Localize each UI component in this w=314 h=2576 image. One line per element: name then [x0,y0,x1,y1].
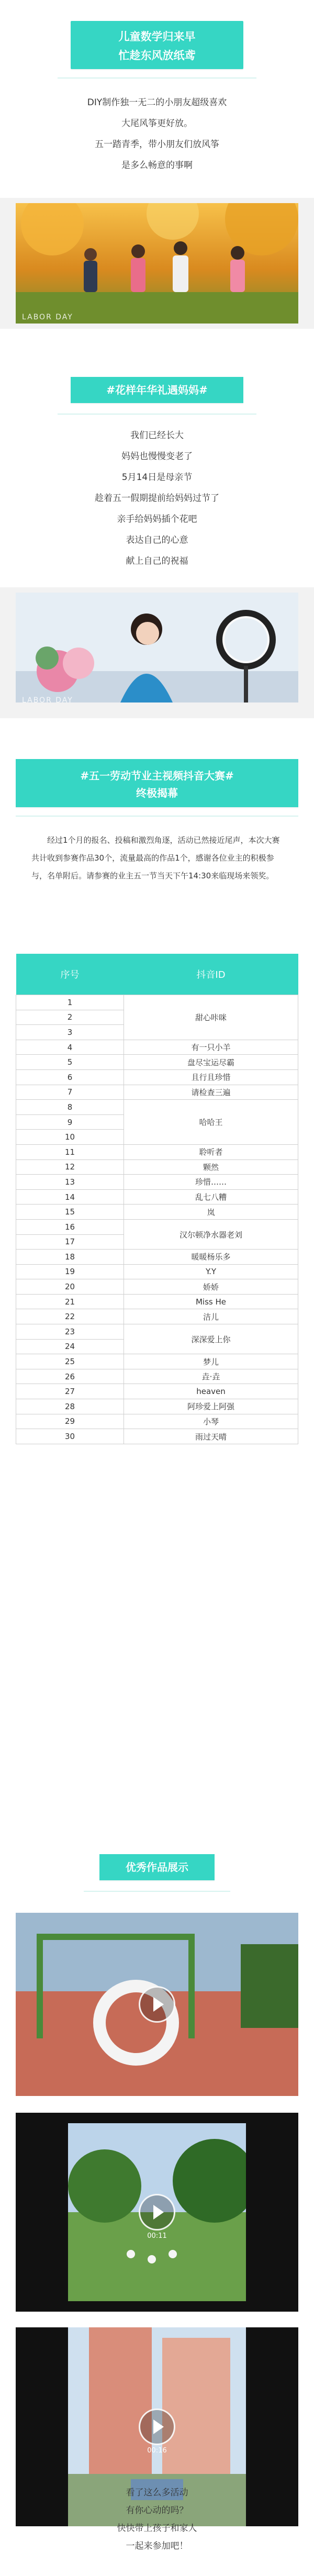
cell-douyin-id: 聆听者 [124,1144,298,1159]
cell-douyin-id: 盘尽宝运尽霸 [124,1055,298,1070]
cell-seq: 30 [16,1429,124,1444]
intro-poem [0,92,314,176]
cell-douyin-id: 乱七八糟 [124,1189,298,1205]
table-row [16,1205,298,1220]
cell-seq: 24 [16,1339,124,1354]
cell-douyin-id: 深深爱上你 [124,1324,298,1354]
banner-title-line1: 儿童数学归来早 [118,30,196,43]
photo-tag-labor-day: LABOR DAY [22,313,73,321]
cell-seq: 26 [16,1369,124,1384]
cell-seq: 6 [16,1069,124,1085]
table-row [16,1369,298,1384]
section-banner-showcase [99,1854,215,1880]
contest-announcement: 经过1个月的报名、投稿和激烈角逐，活动已然接近尾声，本次大赛共计收到参赛作品30个，流量最高的作品1个，感谢各位业主的积极参与，名单附后。请参赛的业主五一节当天下午14:30来临现场来领奖。 [31,835,280,880]
outro-line: 一起来参加吧！ [126,2541,188,2551]
poem-line: 亲手给妈妈插个花吧 [117,514,197,525]
cell-douyin-id: 汉尔顿净水器老刘 [124,1219,298,1249]
cell-douyin-id: 娇娇 [124,1279,298,1295]
cell-seq: 22 [16,1309,124,1324]
cell-seq: 27 [16,1384,124,1399]
table-row [16,1324,298,1340]
poem-line: 五一踏青季，带小朋友们放风筝 [95,139,219,150]
play-icon[interactable] [139,2194,175,2231]
photo-flower-arranging [16,593,298,702]
cell-seq: 8 [16,1100,124,1115]
cell-douyin-id: 珍惜…… [124,1175,298,1190]
table-row [16,1175,298,1190]
banner-title: #花样年华礼遇妈妈# [106,384,208,396]
video-playground[interactable] [16,1913,298,2096]
poem-line: 献上自己的祝福 [126,556,188,566]
cell-seq: 16 [16,1219,124,1234]
cell-seq: 19 [16,1264,124,1279]
cell-seq: 13 [16,1175,124,1190]
cell-seq: 10 [16,1130,124,1145]
section-banner-mother [71,377,243,403]
column-header-seq: 序号 [16,954,124,995]
cell-douyin-id: 请检查三遍 [124,1085,298,1100]
poem-line: 5月14日是母亲节 [121,472,193,483]
closing-invitation [0,2484,314,2555]
poem-line: 趁着五一假期提前给妈妈过节了 [95,493,219,504]
banner-title-line1: #五一劳动节业主视频抖音大赛# [80,770,234,782]
table-row [16,1414,298,1429]
poem-line: DIY制作独一无二的小朋友超级喜欢 [87,97,227,108]
table-row [16,1055,298,1070]
decorative-line [84,1891,230,1892]
poem-line: 我们已经长大 [130,430,184,441]
table-row [16,1069,298,1085]
cell-seq: 12 [16,1159,124,1175]
table-row [16,1144,298,1159]
table-row [16,1085,298,1100]
cell-seq: 3 [16,1025,124,1040]
table-row [16,995,298,1010]
cell-seq: 14 [16,1189,124,1205]
cell-seq: 1 [16,995,124,1010]
cell-douyin-id: 哈哈王 [124,1100,298,1145]
cell-douyin-id: 小琴 [124,1414,298,1429]
cell-seq: 21 [16,1294,124,1309]
video-duration: 00:11 [147,2232,167,2240]
banner-title-line2: 忙趁东风放纸鸢 [118,49,196,62]
cell-douyin-id: 梦儿 [124,1354,298,1369]
cell-seq: 9 [16,1114,124,1130]
cell-douyin-id: 洁儿 [124,1309,298,1324]
cell-seq: 11 [16,1144,124,1159]
table-row [16,1384,298,1399]
table-row [16,1219,298,1234]
cell-douyin-id: heaven [124,1384,298,1399]
cell-douyin-id: 且行且珍惜 [124,1069,298,1085]
table-row [16,1294,298,1309]
cell-seq: 29 [16,1414,124,1429]
decorative-line [58,414,256,415]
cell-seq: 18 [16,1250,124,1265]
table-row [16,1100,298,1115]
decorative-line [16,816,298,817]
cell-seq: 20 [16,1279,124,1295]
cell-seq: 17 [16,1234,124,1250]
cell-seq: 15 [16,1205,124,1220]
outro-line: 有你心动的吗？ [126,2505,188,2516]
cell-douyin-id: 岚 [124,1205,298,1220]
table-row [16,1040,298,1055]
mother-poem [0,425,314,572]
cell-seq: 5 [16,1055,124,1070]
table-row [16,1189,298,1205]
table-row [16,1279,298,1295]
video-duration: 00:16 [147,2447,167,2455]
cell-seq: 2 [16,1010,124,1025]
cell-douyin-id: 有一只小羊 [124,1040,298,1055]
play-icon[interactable] [139,1986,175,2023]
table-row [16,1264,298,1279]
cell-douyin-id: 颗然 [124,1159,298,1175]
section-banner-kite [71,21,243,69]
cell-douyin-id: 阿珍爱上阿强 [124,1399,298,1414]
outro-line: 看了这么多活动 [126,2488,188,2498]
play-icon[interactable] [139,2408,175,2445]
cell-douyin-id: 雨过天晴 [124,1429,298,1444]
photo-tag-labor-day: LABOR DAY [22,696,73,705]
table-row [16,1309,298,1324]
section-banner-contest [16,759,298,807]
cell-seq: 4 [16,1040,124,1055]
outro-line: 快快带上孩子和家人 [117,2523,197,2534]
banner-title-line2: 终极揭幕 [136,787,178,799]
photo-kids-park [16,203,298,324]
table-row [16,1159,298,1175]
cell-douyin-id: 垚·垚 [124,1369,298,1384]
cell-seq: 7 [16,1085,124,1100]
cell-seq: 23 [16,1324,124,1340]
cell-douyin-id: 暖暖杨乐多 [124,1250,298,1265]
cell-douyin-id: Miss He [124,1294,298,1309]
table-header-row [16,954,298,995]
column-header-id: 抖音ID [124,954,298,995]
table-row [16,1399,298,1414]
video-garden[interactable] [16,2113,298,2312]
poem-line: 表达自己的心意 [126,535,188,545]
winners-table [16,954,298,1444]
banner-title: 优秀作品展示 [126,1861,188,1874]
table-row [16,1250,298,1265]
table-row [16,1354,298,1369]
cell-douyin-id: Y.Y [124,1264,298,1279]
decorative-line [58,77,256,79]
poem-line: 是多么畅意的事啊 [121,160,193,171]
poem-line: 大尾风筝更好放。 [121,118,193,129]
table-row [16,1429,298,1444]
cell-seq: 28 [16,1399,124,1414]
poem-line: 妈妈也慢慢变老了 [121,451,193,462]
cell-seq: 25 [16,1354,124,1369]
cell-douyin-id: 甜心咔咪 [124,995,298,1040]
